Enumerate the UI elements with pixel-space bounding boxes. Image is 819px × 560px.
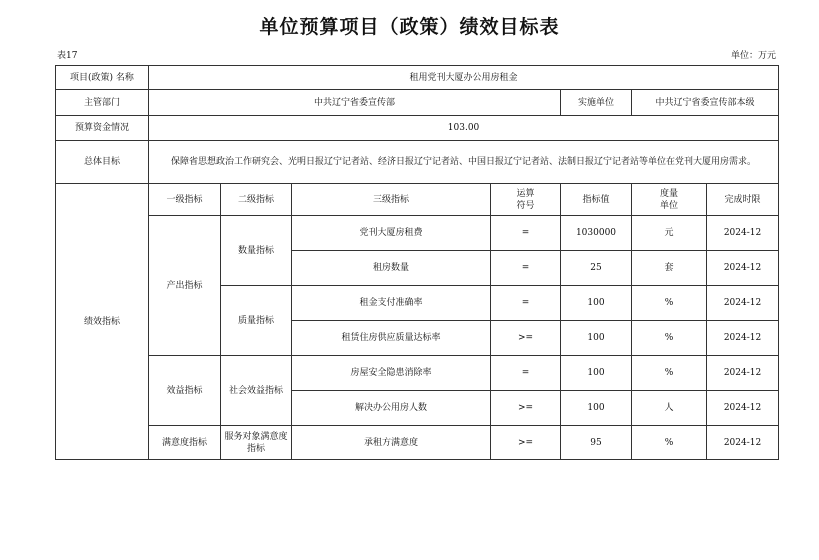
indicator-unit: % (632, 321, 707, 356)
indicator-name: 租赁住房供应质量达标率 (292, 321, 491, 356)
department-label: 主管部门 (56, 90, 149, 116)
indicator-value: 100 (561, 321, 632, 356)
table-row (56, 216, 779, 251)
indicator-unit: 人 (632, 391, 707, 426)
indicator-deadline: 2024-12 (707, 286, 779, 321)
level2-social-benefit: 社会效益指标 (221, 356, 292, 426)
indicator-deadline: 2024-12 (707, 426, 779, 460)
level1-satisfaction: 满意度指标 (149, 426, 221, 460)
indicator-name: 租金支付准确率 (292, 286, 491, 321)
project-name-label: 项目(政策) 名称 (56, 66, 149, 90)
header-level1: 一级指标 (149, 184, 221, 216)
header-level3: 三级指标 (292, 184, 491, 216)
project-name-row (56, 66, 779, 90)
header-unit: 度量 单位 (632, 184, 707, 216)
indicator-deadline: 2024-12 (707, 391, 779, 426)
indicator-deadline: 2024-12 (707, 356, 779, 391)
header-level2: 二级指标 (221, 184, 292, 216)
indicator-operator: >= (491, 321, 561, 356)
indicator-operator: = (491, 356, 561, 391)
performance-label: 绩效指标 (56, 184, 149, 460)
indicator-name: 承租方满意度 (292, 426, 491, 460)
level2-quantity: 数量指标 (221, 216, 292, 286)
indicator-name: 房屋安全隐患消除率 (292, 356, 491, 391)
indicator-value: 100 (561, 286, 632, 321)
department-value: 中共辽宁省委宣传部 (149, 90, 561, 116)
indicator-value: 100 (561, 391, 632, 426)
level1-output: 产出指标 (149, 216, 221, 356)
indicator-operator: >= (491, 426, 561, 460)
level2-service-satisfaction: 服务对象满意度指标 (221, 426, 292, 460)
overall-goal-row (56, 141, 779, 184)
indicator-deadline: 2024-12 (707, 216, 779, 251)
table-row (56, 356, 779, 391)
budget-amount: 103.00 (149, 116, 779, 141)
indicator-name: 党刊大厦房租费 (292, 216, 491, 251)
indicator-name: 解决办公用房人数 (292, 391, 491, 426)
implementing-unit-value: 中共辽宁省委宣传部本级 (632, 90, 779, 116)
page-title: 单位预算项目（政策）绩效目标表 (259, 16, 560, 38)
table-number: 表17 (57, 51, 78, 61)
department-row (56, 90, 779, 116)
indicator-unit: 元 (632, 216, 707, 251)
indicator-value: 1030000 (561, 216, 632, 251)
budget-row (56, 116, 779, 141)
unit-label: 单位：万元 (730, 51, 776, 61)
level1-benefit: 效益指标 (149, 356, 221, 426)
overall-goal-label: 总体目标 (56, 141, 149, 184)
indicator-value: 95 (561, 426, 632, 460)
indicator-unit: % (632, 426, 707, 460)
indicator-operator: = (491, 216, 561, 251)
indicator-name: 租房数量 (292, 251, 491, 286)
indicator-operator: >= (491, 391, 561, 426)
indicator-unit: % (632, 286, 707, 321)
budget-label: 预算资金情况 (56, 116, 149, 141)
indicator-header-row (56, 184, 779, 216)
indicator-value: 25 (561, 251, 632, 286)
header-operator: 运算 符号 (491, 184, 561, 216)
indicator-operator: = (491, 286, 561, 321)
table-row (56, 426, 779, 460)
overall-goal-value: 保障省思想政治工作研究会、光明日报辽宁记者站、经济日报辽宁记者站、中国日报辽宁记者站、法制日报辽宁记者站等单位在党刊大厦用房需求。 (149, 141, 779, 184)
implementing-unit-label: 实施单位 (561, 90, 632, 116)
performance-table (55, 65, 779, 460)
level2-quality: 质量指标 (221, 286, 292, 356)
header-value: 指标值 (561, 184, 632, 216)
project-name-value: 租用党刊大厦办公用房租金 (149, 66, 779, 90)
indicator-deadline: 2024-12 (707, 321, 779, 356)
indicator-unit: 套 (632, 251, 707, 286)
indicator-operator: = (491, 251, 561, 286)
header-deadline: 完成时限 (707, 184, 779, 216)
indicator-deadline: 2024-12 (707, 251, 779, 286)
indicator-unit: % (632, 356, 707, 391)
indicator-value: 100 (561, 356, 632, 391)
